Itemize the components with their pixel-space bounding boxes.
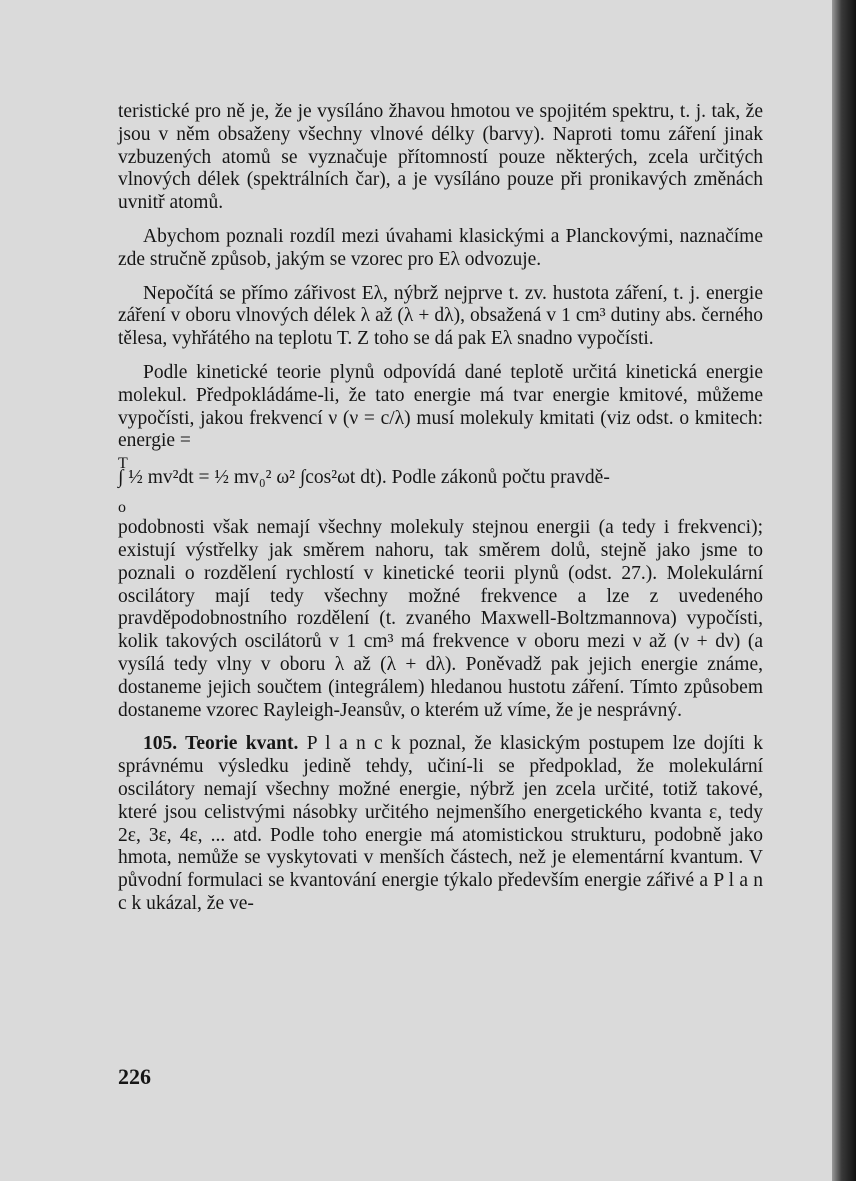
page-body xyxy=(118,101,763,916)
formula-trailing-text: Podle zákonů počtu pravdě- xyxy=(391,467,610,489)
integral-expression: ∫ ½ mv²dt = ½ mv₀² ω² ∫cos²ωt dt). xyxy=(118,467,387,489)
paragraph-6 xyxy=(118,733,763,915)
paragraph-3: Nepočítá se přímo zářivost Eλ, nýbrž nejprve t. zv. hustota záření, t. j. energie záření v oboru vlnových délek λ až (λ + dλ), obsažená v 1 cm³ dutiny abs. černého tělesa, vyhřátého na teplotu T. Z toho se dá pak Eλ snadno vypočísti. xyxy=(118,282,763,350)
integral-lower-limit: o xyxy=(118,499,126,517)
page-number: 226 xyxy=(118,1064,151,1089)
paragraph-6-text: P l a n c k poznal, že klasickým postupem lze dojíti k správnému výsledku jedině tehdy, učiní-li se předpoklad, že molekulární oscilátory nemají všechny možné energie, nýbrž jen zcela určité, totiž takové, které jsou celistvými násobky určitého nejmenšího energetického kvanta ε, tedy 2ε, 3ε, 4ε, ... atd. Podle toho energie má atomistickou strukturu, podobně jako hmota, nemůže se vyskytovati v menších částech, než je elementární kvantum. V původní formulaci se kvantování energie týkalo především energie zářivé a P l a n c k ukázal, že ve- xyxy=(118,733,763,914)
integral-formula xyxy=(118,453,763,517)
section-heading: 105. Teorie kvant. xyxy=(143,733,299,755)
integral-upper-limit: T xyxy=(118,455,128,473)
paragraph-1: teristické pro ně je, že je vysíláno žhavou hmotou ve spojitém spektru, t. j. tak, že jsou v něm obsaženy všechny vlnové délky (barvy). Naproti tomu záření jinak vzbuzených atomů se vyznačuje přítomností pouze některých, zcela určitých vlnových délek (spektrálních čar), a je vysíláno pouze při pronikavých změnách uvnitř atomů. xyxy=(118,101,763,214)
paragraph-4: Podle kinetické teorie plynů odpovídá dané teplotě určitá kinetická energie molekul. Předpokládáme-li, že tato energie má tvar energie kmitové, můžeme vypočísti, jakou frekvencí ν (ν = c/λ) musí molekuly kmitati (viz odst. o kmitech: energie = xyxy=(118,361,763,452)
paragraph-5: podobnosti však nemají všechny molekuly stejnou energii (a tedy i frekvenci); existují výstřelky jak směrem nahoru, tak směrem dolů, stejně jako jsme to poznali o rozdělení rychlostí v kinetické teorii plynů (odst. 27.). Molekulární oscilátory mají tedy všechny možné frekvence a lze z uvedeného pravděpodobnostního rozdělení (t. zvaného Maxwell-Boltzmannova) vypočísti, kolik takových oscilátorů v 1 cm³ má frekvence v oboru mezi ν až (ν + dν) (a vysílá tedy vlny v oboru λ až (λ + dλ). Poněvadž pak jejich energie známe, dostaneme jejich součtem (integrálem) hledanou hustotu záření. Tímto způsobem dostaneme vzorec Rayleigh-Jeansův, o kterém už víme, že je nesprávný. xyxy=(118,517,763,721)
book-binding-edge xyxy=(832,0,856,1181)
paragraph-2: Abychom poznali rozdíl mezi úvahami klasickými a Planckovými, naznačíme zde stručně způsob, jakým se vzorec pro Eλ odvozuje. xyxy=(118,225,763,270)
